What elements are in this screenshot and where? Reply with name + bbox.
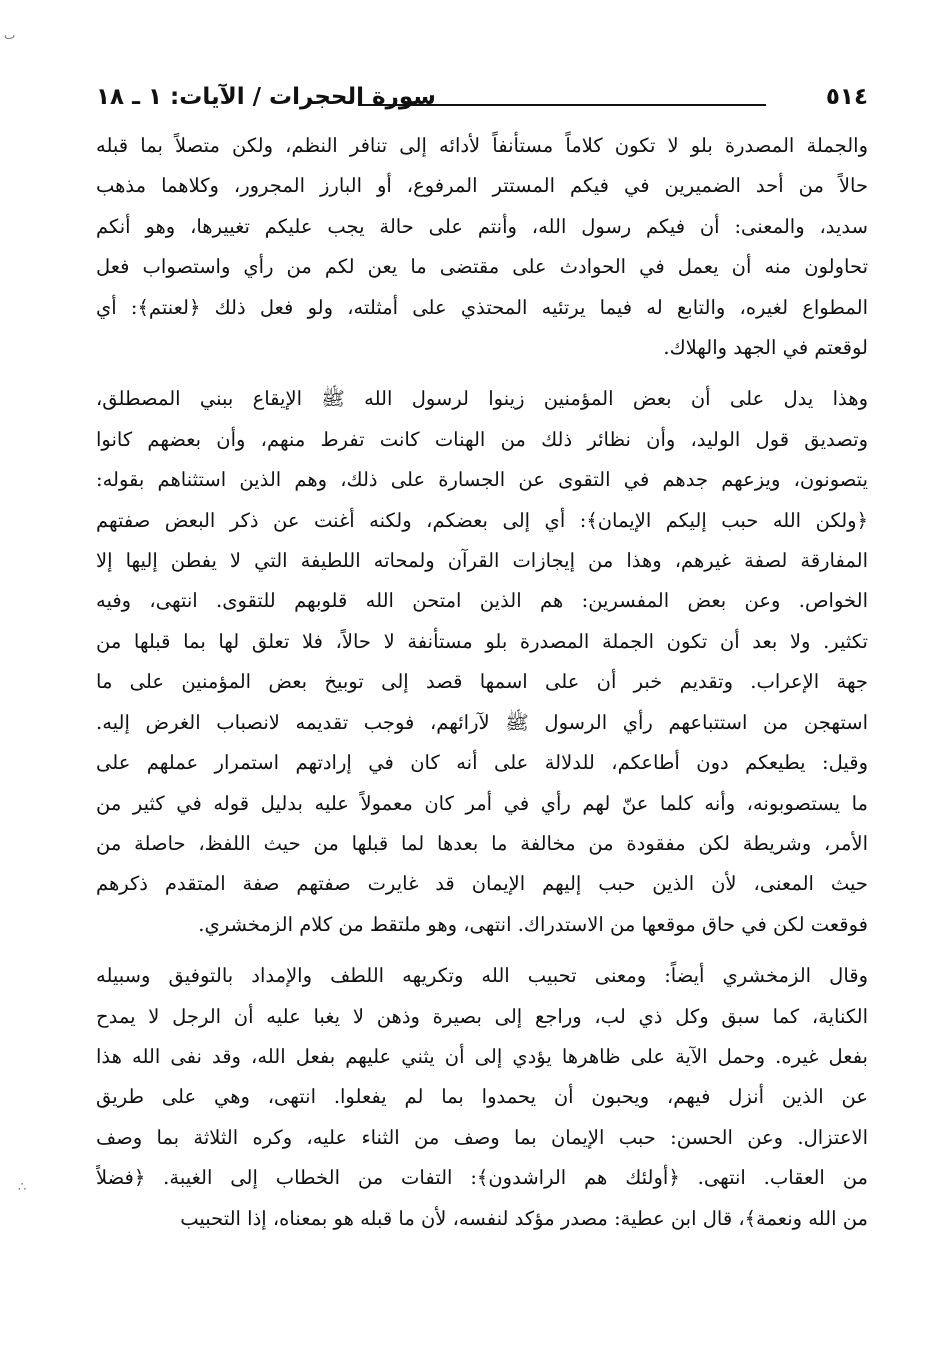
- text-line: من العقاب. انتهى. ﴿أولئك هم الراشدون﴾: التفات من الخطاب إلى الغيبة. ﴿فضلاً: [96, 1166, 868, 1190]
- text-line: المطواع لغيره، والتابع له فيما يرتئيه المحتذي على أمثلته، ولو فعل ذلك ﴿لعنتم﴾: أي: [96, 295, 868, 319]
- text-line: سديد، والمعنى: أن فيكم رسول الله، وأنتم على حالة يجب عليكم تغييرها، وهو أنكم: [96, 214, 868, 238]
- text-line: من الله ونعمة﴾، قال ابن عطية: مصدر مؤكد لنفسه، لأن ما قبله هو بمعناه، إذا التحبيب: [180, 1206, 868, 1230]
- text-line: وهذا يدل على أن بعض المؤمنين زينوا لرسول الله ﷺ الإيقاع ببني المصطلق،: [96, 387, 868, 411]
- running-title: سورة الحجرات / الآيات: ١ ـ ١٨: [96, 84, 436, 110]
- text-line: بفعل غيره. وحمل الآية على ظاهرها يؤدي إلى أن يثني عليهم بفعل الله، وقد نفى الله هذا: [96, 1044, 868, 1068]
- text-line: استهجن من استتباعهم رأي الرسول ﷺ لآرائهم، فوجب تقديمه لانصباب الغرض إليه.: [96, 710, 868, 734]
- text-line: جهة الإعراب. وتقديم خبر أن على اسمها قصد إلى توبيخ بعض المؤمنين على ما: [96, 670, 868, 694]
- text-line: تكثير. ولا بعد أن تكون الجملة المصدرة بلو مستأنفة لا حالاً، فلا تعلق لها بما قبلها من: [96, 629, 868, 653]
- text-line: حيث المعنى، لأن الذين حبب إليهم الإيمان قد غايرت صفتهم صفة المتقدم ذكرهم: [96, 872, 868, 896]
- text-line: يتصونون، ويزعهم جدهم في التقوى عن الجسارة على ذلك، وهم الذين استثناهم بقوله:: [96, 468, 868, 492]
- text-line: وقيل: يطيعكم دون أطاعكم، للدلالة على أنه كان في إرادتهم استمرار عملهم على: [96, 751, 868, 775]
- text-line: تحاولون منه أن يعمل في الحوادث على مقتضى ما يعن لكم من رأي واستصواب فعل: [96, 255, 868, 279]
- text-line: الخواص. وعن بعض المفسرين: هم الذين امتحن الله قلوبهم للتقوى. انتهى، وفيه: [96, 589, 868, 613]
- text-line: عن الذين أنزل فيهم، ويحبون أن يحمدوا بما لم يفعلوا. انتهى، وهي على طريق: [96, 1085, 868, 1109]
- corner-mark: ٮ: [4, 28, 16, 42]
- body-text: [96, 126, 868, 1239]
- text-line: الاعتزال. وعن الحسن: حبب الإيمان بما وصف من الثناء عليه، وكره الثلاثة بما وصف: [96, 1125, 868, 1149]
- paragraph: [96, 956, 868, 1239]
- text-line: لوقعتم في الجهد والهلاك.: [663, 336, 868, 360]
- text-line: الكناية، كما سبق وكل ذي لب، وراجع إلى بصيرة وذهن لا يغبا عليه أن الرجل لا يمدح: [96, 1004, 868, 1028]
- text-line: الأمر، وشريطة لكن مفقودة من مخالفة ما بعدها لما قبلها من حيث اللفظ، حاصلة من: [96, 831, 868, 855]
- text-line: وقال الزمخشري أيضاً: ومعنى تحبيب الله وتكريهه اللطف والإمداد بالتوفيق وسبيله: [96, 964, 868, 988]
- text-line: المفارقة لصفة غيرهم، وهذا من إيجازات القرآن ولمحاته اللطيفة التي لا يفطن إليها إلا: [96, 549, 868, 573]
- margin-mark: ∴: [18, 1180, 27, 1195]
- text-line: ﴿ولكن الله حبب إليكم الإيمان﴾: أي إلى بعضكم، ولكنه أغنت عن ذكر البعض صفتهم: [96, 508, 868, 532]
- text-line: حالاً من أحد الضميرين في فيكم المستتر المرفوع، أو البارز المجرور، وكلاهما مذهب: [96, 174, 868, 198]
- running-header: [96, 78, 868, 118]
- text-line: وتصديق قول الوليد، وأن نظائر ذلك من الهنات كانت تفرط منهم، وأن بعضهم كانوا: [96, 427, 868, 451]
- text-line: فوقعت لكن في حاق موقعها من الاستدراك. انتهى، وهو ملتقط من كلام الزمخشري.: [198, 912, 868, 936]
- text-line: ما يستصوبونه، وأنه كلما عنّ لهم رأي في أمر كان معمولاً عليه بدليل قوله في كثير من: [96, 791, 868, 815]
- page-number: ٥١٤: [825, 84, 868, 110]
- paragraph: [96, 126, 868, 368]
- text-line: والجملة المصدرة بلو لا تكون كلاماً مستأنفاً لأدائه إلى تنافر النظم، ولكن متصلاً بما قبله: [96, 134, 868, 157]
- paragraph: [96, 379, 868, 945]
